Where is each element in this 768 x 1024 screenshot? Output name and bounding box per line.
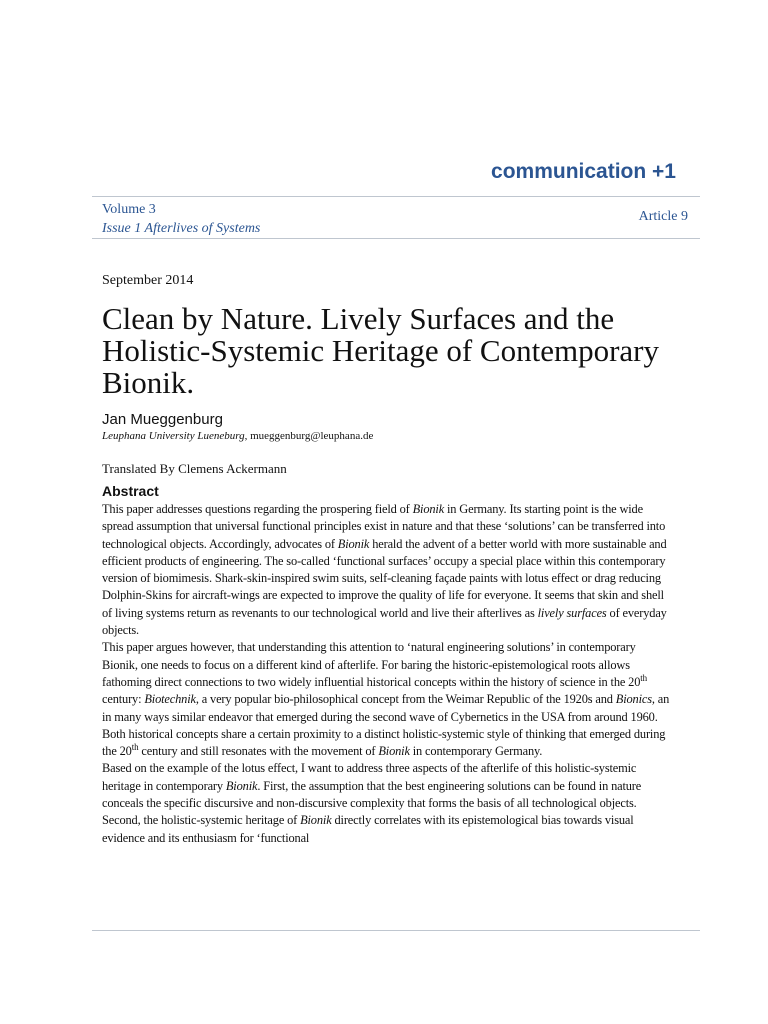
abstract-body <box>102 501 672 847</box>
abstract-heading: Abstract <box>102 483 159 499</box>
issue-label: Issue 1 Afterlives of Systems <box>102 221 261 236</box>
abstract-paragraph-1: This paper addresses questions regarding the prospering field of Bionik in Germany. Its starting point is the wide spread assumption that universal functional principles exist in nature and that these ‘solutions’ can be transferred into technological objects. Accordingly, advocates of Bionik herald the advent of a better world with more sustainable and efficient products of engineering. The so-called ‘functional surfaces’ occupy a special place within this contemporary version of biomimesis. Shark-skin-inspired swim suits, self-cleaning façade paints with lotus effect or drag reducing Dolphin-Skins for aircraft-wings are expected to improve the quality of life for everyone. It seems that skin and shell of living systems return as revenants to our technological world and live their afterlives as lively surfaces of everyday objects. <box>102 502 667 638</box>
footer-rule <box>92 930 700 931</box>
header-rule-bottom <box>92 238 700 239</box>
header-rule-top <box>92 196 700 197</box>
volume-label: Volume 3 <box>102 202 156 217</box>
article-number: Article 9 <box>638 209 688 224</box>
volume-issue <box>102 200 260 238</box>
abstract-paragraph-3: Based on the example of the lotus effect, I want to address three aspects of the afterlife of this holistic-systemic heritage in contemporary Bionik. First, the assumption that the best engineering solutions can be found in nature conceals the specific discursive and non-discursive complexity that forms the basis of all technological objects. Second, the holistic-systemic heritage of Bionik directly correlates with its epistemological bias towards visual evidence and its enthusiasm for ‘functional <box>102 761 642 845</box>
author-affiliation: Leuphana University Lueneburg, mueggenburg@leuphana.de <box>102 430 374 442</box>
author-name: Jan Mueggenburg <box>102 411 223 428</box>
affiliation-name: Leuphana University Lueneburg <box>102 430 245 442</box>
translator-credit: Translated By Clemens Ackermann <box>102 461 287 476</box>
publication-date: September 2014 <box>102 273 194 288</box>
article-title: Clean by Nature. Lively Surfaces and the Holistic-Systemic Heritage of Contemporary Bionik. <box>102 301 660 400</box>
journal-name: communication +1 <box>491 160 676 183</box>
author-email: mueggenburg@leuphana.de <box>250 430 374 442</box>
abstract-paragraph-2: This paper argues however, that understanding this attention to ‘natural engineering solutions’ in contemporary Bionik, one needs to focus on a different kind of afterlife. For baring the historic-epistemological roots allows fathoming direct connections to two widely influential historical concepts within the history of science in the 20th century: Biotechnik, a very popular bio-philosophical concept from the Weimar Republic of the 1920s and Bionics, an in many ways similar endeavor that emerged during the second wave of Cybernetics in the USA from around 1960. Both historical concepts share a certain proximity to a distinct holistic-systemic style of thinking that emerged during the 20th century and still resonates with the movement of Bionik in contemporary Germany. <box>102 640 670 759</box>
